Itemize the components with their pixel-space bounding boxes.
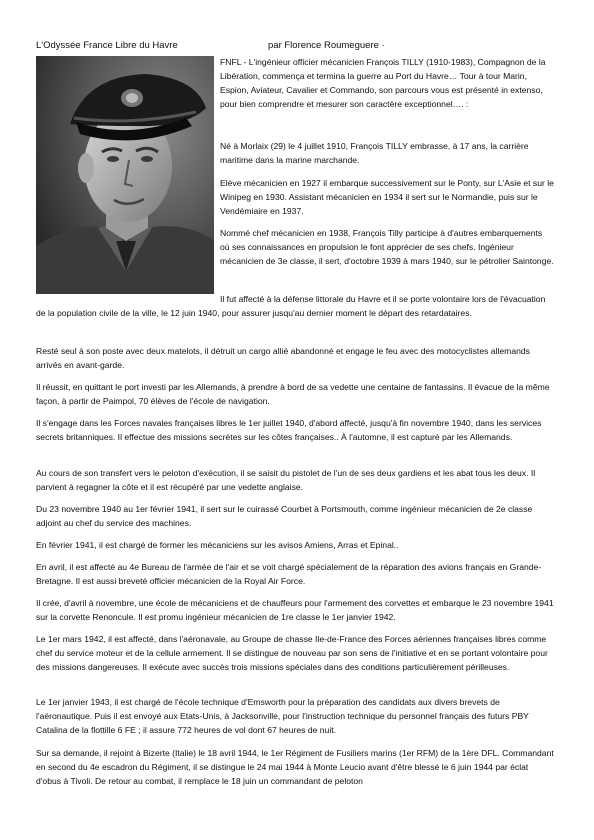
- paragraph: Il s'engage dans les Forces navales françaises libres le 1er juillet 1940, d'abord affecté, jusqu'à fin novembre 1940, dans les services secrets britanniques. Il effectue des missions secrètes sur les côtes françaises.. À l'automne, il est capturé par les Allemands.: [36, 418, 542, 443]
- paragraph: Le 1er janvier 1943, il est chargé de l'école technique d'Emsworth pour la préparation des candidats aux divers brevets de l'aéronautique. Puis il est envoyé aux Etats-Unis, à Jacksonville, pour l'instruction technique du personnel français des futurs PBY Catalina de la flottille 6 FE ; il assure 772 heures de vol dont 67 heures de nuit.: [36, 697, 529, 736]
- paragraph: Resté seul à son poste avec deux matelots, il détruit un cargo allié abandonné et engage le feu avec des motocyclistes allemands arrivés en avant-garde.: [36, 346, 530, 371]
- paragraph: Il fut affecté à la défense littorale du Havre et il se porte volontaire lors de l'évacuation de la population civile de la ville, le 12 juin 1940, pour assurer jusqu'au dernier moment le départ des retardataires.: [36, 294, 546, 319]
- paragraph: Né à Morlaix (29) le 4 juillet 1910, François TILLY embrasse, à 17 ans, la carrière maritime dans la marine marchande.: [220, 141, 529, 166]
- paragraph: Il crée, d'avril à novembre, une école de mécaniciens et de chauffeurs pour l'armement des corvettes et embarque le 23 novembre 1941 sur la corvette Renoncule. Il est promu ingénieur mécanicien de 1re classe le 1er janvier 1942.: [36, 598, 554, 623]
- paragraph: Le 1er mars 1942, il est affecté, dans l'aéronavale, au Groupe de chasse Ile-de-France des Forces aériennes françaises libres comme chef du service moteur et de la cellule armement. Il se distingue de nouveau par son sens de l'initiative et en se portant volontaire pour des missions dangereuses. Il exécute avec succès trois missions spéciales dans des conditions particulièrement périlleuses.: [36, 634, 548, 673]
- page-header: [36, 40, 385, 51]
- header-author: par Florence Roumeguere ·: [268, 40, 385, 51]
- paragraph: Elève mécanicien en 1927 il embarque successivement sur le Ponty, sur L'Asie et sur le Winipeg en 1930. Assistant mécanicien en 1934 il sert sur le Normandie, puis sur le Vendémiaire en 1937.: [220, 178, 554, 217]
- paragraph: Au cours de son transfert vers le peloton d'exécution, il se saisit du pistolet de l'un de ses deux gardiens et les abat tous les deux. Il parvient à regagner la côte et il est récupéré par une vedette anglaise.: [36, 468, 536, 493]
- paragraph: En avril, il est affecté au 4e Bureau de l'armée de l'air et se voit chargé spécialement de la réparation des avions français en Grande-Bretagne. Il est aussi breveté officier mécanicien de la Royal Air Force.: [36, 562, 542, 587]
- paragraph: FNFL - L'ingénieur officier mécanicien François TILLY (1910-1983), Compagnon de la Libération, commença et termina la guerre au Port du Havre… Tour à tour Marin, Espion, Aviateur, Cavalier et Commando, son parcours vous est présenté in extenso, pour bien comprendre et mesurer son caractère exceptionnel…. :: [220, 57, 546, 110]
- header-title: L'Odyssée France Libre du Havre: [36, 40, 178, 51]
- portrait-photo: [36, 56, 214, 294]
- paragraph: Nommé chef mécanicien en 1938, François Tilly participe à d'autres embarquements où ses connaissances en propulsion le font apprécier de ses chefs. Ingénieur mécanicien de 3e classe, il sert, d'octobre 1939 à mars 1940, sur le pétrolier Saintonge.: [220, 228, 554, 267]
- paragraph: Il réussit, en quittant le port investi par les Allemands, à prendre à bord de sa vedette une centaine de fantassins. Il évacue de la même façon, à partir de Paimpol, 70 élèves de l'école de navigation.: [36, 382, 550, 407]
- paragraph: En février 1941, il est chargé de former les mécaniciens sur les avisos Amiens, Arras et Epinal..: [36, 540, 399, 550]
- paragraph: Sur sa demande, il rejoint à Bizerte (Italie) le 18 avril 1944, le 1er Régiment de Fusiliers marins (1er RFM) de la 1ère DFL. Commandant en second du 4e escadron du Régiment, il se distingue le 24 mai 1944 à Monte Leucio avant d'être blessé le 6 juin 1944 par éclat d'obus à Tivoli. De retour au combat, il remplace le 18 juin un commandant de peloton: [36, 748, 554, 787]
- paragraph: Du 23 novembre 1940 au 1er février 1941, il sert sur le cuirassé Courbet à Portsmouth, comme ingénieur mécanicien de 2e classe adjoint au chef du service des machines.: [36, 504, 533, 529]
